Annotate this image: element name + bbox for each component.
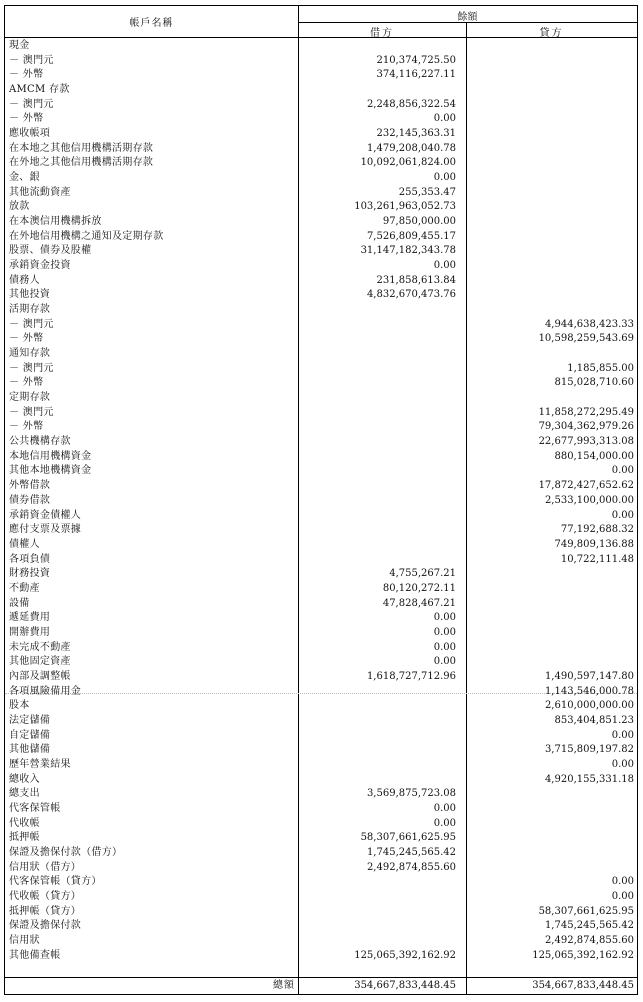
credit-cell: 880,154,000.00	[554, 450, 634, 462]
credit-cell: 749,809,136.88	[554, 538, 634, 550]
table-row	[5, 567, 637, 582]
table-row	[5, 230, 637, 245]
debit-cell: 125,065,392,162.92	[354, 949, 456, 961]
account-name-cell: － 澳門元	[9, 318, 54, 330]
account-name-cell: 在本澳信用機構拆放	[9, 216, 102, 228]
account-name-cell: 保證及擔保付款	[9, 920, 82, 932]
table-row	[5, 362, 637, 377]
credit-cell: 17,872,427,652.62	[538, 480, 634, 492]
table-row	[5, 186, 637, 201]
credit-cell: 10,722,111.48	[560, 553, 634, 565]
account-name-cell: 在外地信用機構之通知及定期存款	[9, 230, 164, 242]
account-name-cell: － 澳門元	[9, 54, 54, 66]
account-name-cell: 通知存款	[9, 348, 51, 360]
account-name-cell: 開辦費用	[9, 626, 51, 638]
account-name-cell: － 外幣	[9, 69, 44, 81]
account-name-cell: 外幣借款	[9, 480, 51, 492]
credit-cell: 3,715,809,197.82	[544, 744, 634, 756]
credit-cell: 4,944,638,423.33	[544, 318, 634, 330]
credit-cell: 853,404,851.23	[554, 714, 634, 726]
table-row	[5, 846, 637, 861]
debit-cell: 80,120,272.11	[382, 582, 456, 594]
debit-cell: 0.00	[433, 612, 456, 624]
table-row	[5, 685, 637, 700]
credit-cell: 125,065,392,162.92	[532, 949, 634, 961]
header-debit: 借方	[370, 28, 394, 39]
debit-cell: 4,832,670,473.76	[366, 289, 456, 301]
table-row	[5, 934, 637, 949]
account-name-cell: 信用狀	[9, 934, 40, 946]
debit-cell: 3,569,875,723.08	[366, 788, 456, 800]
account-name-cell: 其他本地機構資金	[9, 465, 92, 477]
table-row	[5, 156, 637, 171]
account-name-cell: 活期存款	[9, 304, 51, 316]
table-row	[5, 171, 637, 186]
debit-cell: 97,850,000.00	[382, 216, 456, 228]
table-row	[5, 479, 637, 494]
table-row	[5, 112, 637, 127]
account-name-cell: 抵押帳	[9, 832, 40, 844]
table-row	[5, 831, 637, 846]
table-row	[5, 641, 637, 656]
account-name-cell: － 外幣	[9, 377, 44, 389]
debit-cell: 0.00	[433, 817, 456, 829]
account-name-cell: 股票、債券及股權	[9, 245, 92, 257]
account-name-cell: 放款	[9, 201, 30, 213]
account-name-cell: 代收帳	[9, 817, 40, 829]
table-row	[5, 318, 637, 333]
account-name-cell: 遞延費用	[9, 612, 51, 624]
table-row	[5, 743, 637, 758]
table-row	[5, 391, 637, 406]
account-rows	[5, 39, 637, 963]
table-row	[5, 802, 637, 817]
account-name-cell: － 外幣	[9, 333, 44, 345]
table-row	[5, 861, 637, 876]
debit-cell: 0.00	[433, 260, 456, 272]
table-row	[5, 626, 637, 641]
account-name-cell: 應收帳項	[9, 128, 51, 140]
table-row	[5, 215, 637, 230]
table-row	[5, 553, 637, 568]
table-row	[5, 39, 637, 54]
table-row	[5, 875, 637, 890]
total-label: 總額	[273, 980, 295, 991]
debit-cell: 0.00	[433, 802, 456, 814]
account-name-cell: 各項負債	[9, 553, 51, 565]
credit-cell: 2,533,100,000.00	[544, 494, 634, 506]
table-row	[5, 127, 637, 142]
debit-cell: 7,526,809,455.17	[366, 230, 456, 242]
table-row	[5, 597, 637, 612]
credit-cell: 0.00	[611, 890, 634, 902]
table-row	[5, 509, 637, 524]
account-name-cell: 承銷資金債權人	[9, 509, 82, 521]
account-name-cell: 內部及調整帳	[9, 670, 71, 682]
account-name-cell: 財務投資	[9, 568, 51, 580]
header-balance: 餘額	[457, 12, 478, 23]
account-name-cell: AMCM 存款	[9, 84, 70, 96]
credit-cell: 0.00	[611, 465, 634, 477]
account-name-cell: 債券借款	[9, 494, 51, 506]
table-row	[5, 68, 637, 83]
table-row	[5, 450, 637, 465]
table-row	[5, 919, 637, 934]
account-name-cell: 不動產	[9, 582, 40, 594]
account-name-cell: 抵押帳（貸方）	[9, 905, 82, 917]
table-row	[5, 611, 637, 626]
balance-sheet-table	[4, 5, 638, 995]
table-row	[5, 406, 637, 421]
table-row	[5, 714, 637, 729]
total-row	[5, 978, 637, 994]
table-row	[5, 274, 637, 289]
header-account-name: 帳戶名稱	[129, 18, 174, 29]
account-name-cell: － 外幣	[9, 421, 44, 433]
credit-cell: 1,490,597,147.80	[544, 670, 634, 682]
debit-cell: 0.00	[433, 113, 456, 125]
account-name-cell: 總收入	[9, 773, 40, 785]
table-row	[5, 890, 637, 905]
table-row	[5, 435, 637, 450]
account-name-cell: 其他投資	[9, 289, 51, 301]
account-name-cell: 在本地之其他信用機構活期存款	[9, 142, 154, 154]
account-name-cell: － 澳門元	[9, 98, 54, 110]
debit-cell: 231,858,613.84	[376, 274, 456, 286]
account-name-cell: 應付支票及票據	[9, 524, 82, 536]
account-name-cell: 代客保管帳	[9, 802, 61, 814]
debit-cell: 210,374,725.50	[376, 54, 456, 66]
table-row	[5, 420, 637, 435]
account-name-cell: 保證及擔保付款（借方）	[9, 846, 123, 858]
account-name-cell: 歷年營業結果	[9, 758, 71, 770]
table-row	[5, 259, 637, 274]
debit-cell: 4,755,267.21	[389, 568, 456, 580]
account-name-cell: 股本	[9, 700, 30, 712]
account-name-cell: 設備	[9, 597, 30, 609]
credit-cell: 2,492,874,855.60	[544, 934, 634, 946]
account-name-cell: 在外地之其他信用機構活期存款	[9, 157, 154, 169]
account-name-cell: 債務人	[9, 274, 40, 286]
credit-cell: 0.00	[611, 758, 634, 770]
debit-cell: 374,116,227.11	[376, 69, 456, 81]
account-name-cell: 信用狀（借方）	[9, 861, 82, 873]
account-name-cell: 定期存款	[9, 392, 51, 404]
table-row	[5, 200, 637, 215]
total-debit: 354,667,833,448.45	[354, 980, 456, 991]
account-name-cell: 現金	[9, 40, 30, 51]
debit-cell: 1,618,727,712.96	[366, 670, 456, 682]
table-row	[5, 582, 637, 597]
account-name-cell: 自定儲備	[9, 729, 51, 741]
debit-cell: 103,261,963,052.73	[354, 201, 456, 213]
account-name-cell: 其他儲備	[9, 744, 51, 756]
credit-cell: 1,185,855.00	[567, 362, 634, 374]
account-name-cell: － 澳門元	[9, 362, 54, 374]
table-row	[5, 464, 637, 479]
account-name-cell: － 澳門元	[9, 406, 54, 418]
credit-cell: 0.00	[611, 876, 634, 888]
table-row	[5, 699, 637, 714]
credit-cell: 2,610,000,000.00	[544, 700, 634, 712]
credit-cell: 815,028,710.60	[554, 377, 634, 389]
credit-cell: 77,192,688.32	[560, 524, 634, 536]
credit-cell: 11,858,272,295.49	[538, 406, 634, 418]
debit-cell: 2,492,874,855.60	[366, 861, 456, 873]
table-row	[5, 538, 637, 553]
table-row	[5, 288, 637, 303]
table-row	[5, 758, 637, 773]
table-row	[5, 817, 637, 832]
table-row	[5, 303, 637, 318]
account-name-cell: 其他備查帳	[9, 949, 61, 961]
account-name-cell: － 外幣	[9, 113, 44, 125]
table-row	[5, 670, 637, 685]
credit-cell: 1,745,245,565.42	[544, 920, 634, 932]
account-name-cell: 其他固定資產	[9, 656, 71, 668]
debit-cell: 10,092,061,824.00	[360, 157, 456, 169]
credit-cell: 10,598,259,543.69	[538, 333, 634, 345]
account-name-cell: 其他流動資產	[9, 186, 71, 198]
credit-cell: 0.00	[611, 509, 634, 521]
debit-cell: 1,479,208,040.78	[366, 142, 456, 154]
account-name-cell: 代客保管帳（貸方）	[9, 876, 102, 888]
debit-cell: 47,828,467.21	[382, 597, 456, 609]
account-name-cell: 金、銀	[9, 172, 40, 184]
debit-cell: 0.00	[433, 626, 456, 638]
table-row	[5, 376, 637, 391]
credit-cell: 22,677,993,313.08	[538, 436, 634, 448]
account-name-cell: 各項風險備用金	[9, 685, 82, 697]
debit-cell: 232,145,363.31	[376, 128, 456, 140]
account-name-cell: 未完成不動產	[9, 641, 71, 653]
account-name-cell: 公共機構存款	[9, 436, 71, 448]
table-row	[5, 494, 637, 509]
debit-cell: 1,745,245,565.42	[366, 846, 456, 858]
account-name-cell: 債權人	[9, 538, 40, 550]
table-row	[5, 142, 637, 157]
header-credit: 貸方	[539, 28, 564, 39]
table-row	[5, 905, 637, 920]
table-row	[5, 332, 637, 347]
table-row	[5, 83, 637, 98]
credit-cell: 1,143,546,000.78	[544, 685, 634, 697]
credit-cell: 79,304,362,979.26	[538, 421, 634, 433]
account-name-cell: 總支出	[9, 788, 40, 800]
debit-cell: 255,353.47	[398, 186, 456, 198]
debit-cell: 31,147,182,343.78	[360, 245, 456, 257]
credit-cell: 58,307,661,625.95	[538, 905, 634, 917]
table-row	[5, 54, 637, 69]
table-row	[5, 729, 637, 744]
table-row	[5, 949, 637, 964]
debit-cell: 0.00	[433, 172, 456, 184]
table-row	[5, 347, 637, 362]
account-name-cell: 代收帳（貸方）	[9, 890, 82, 902]
table-row	[5, 655, 637, 670]
table-row	[5, 98, 637, 113]
debit-cell: 0.00	[433, 656, 456, 668]
table-row	[5, 244, 637, 259]
account-name-cell: 承銷資金投資	[9, 260, 71, 272]
debit-cell: 58,307,661,625.95	[360, 832, 456, 844]
account-name-cell: 本地信用機構資金	[9, 450, 92, 462]
debit-cell: 2,248,856,322.54	[366, 98, 456, 110]
credit-cell: 4,920,155,331.18	[544, 773, 634, 785]
table-row	[5, 773, 637, 788]
debit-cell: 0.00	[433, 641, 456, 653]
account-name-cell: 法定儲備	[9, 714, 51, 726]
credit-cell: 0.00	[611, 729, 634, 741]
table-row	[5, 787, 637, 802]
total-credit: 354,667,833,448.45	[532, 980, 634, 991]
table-row	[5, 523, 637, 538]
